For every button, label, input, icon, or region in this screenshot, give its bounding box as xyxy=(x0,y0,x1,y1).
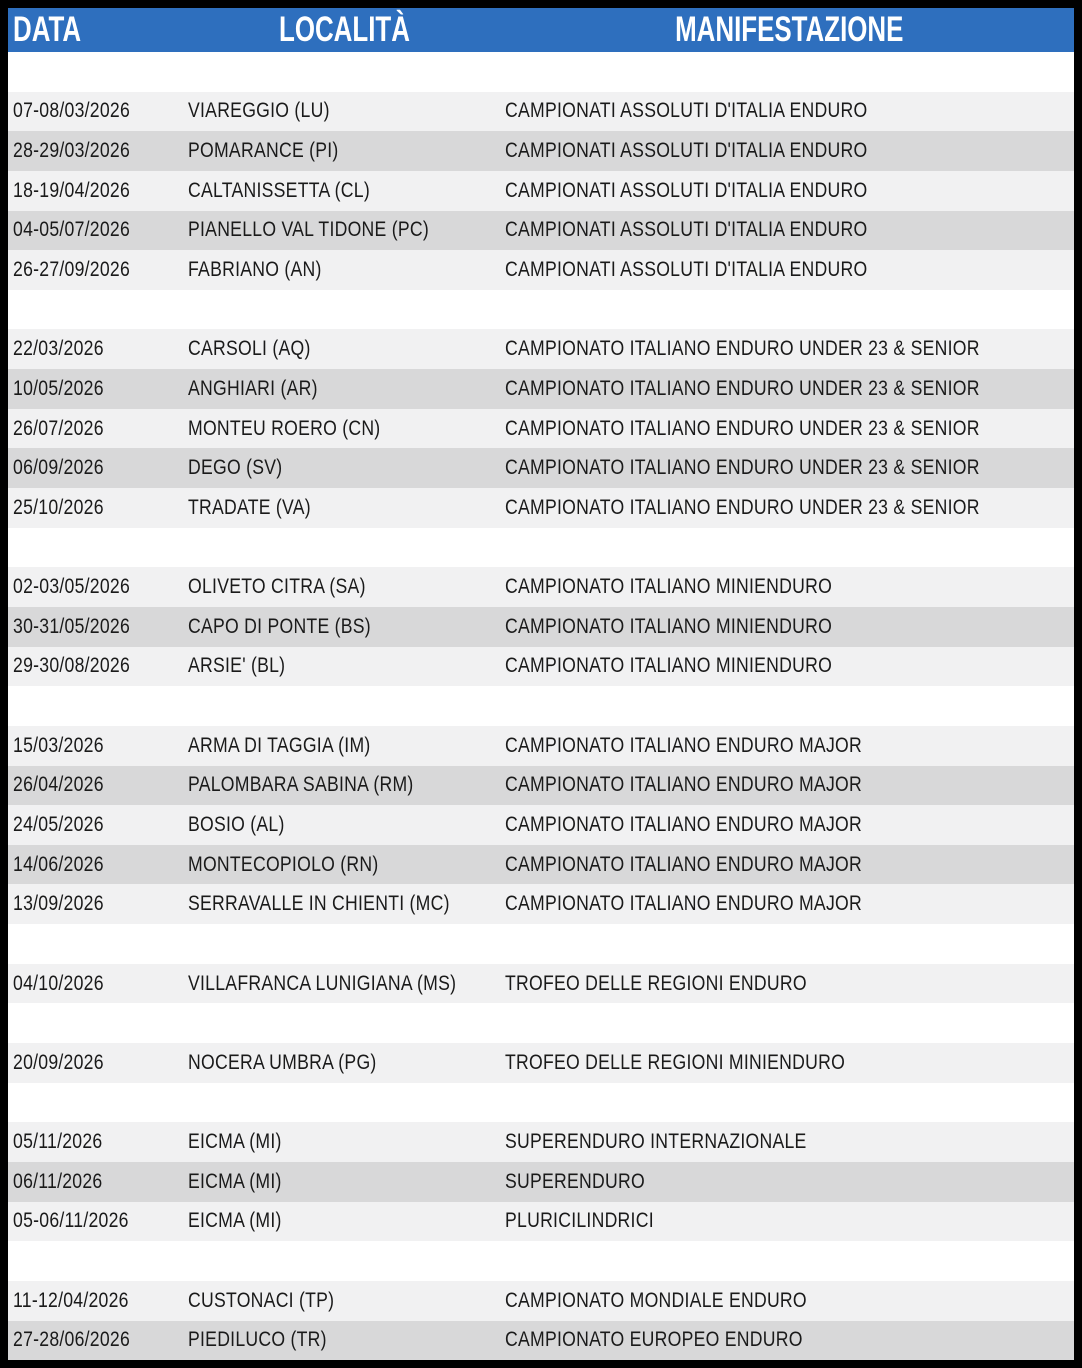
event-cell-text: CAMPIONATO ITALIANO MINIENDURO xyxy=(505,575,833,599)
location-cell-text: EICMA (MI) xyxy=(188,1130,282,1154)
table-row xyxy=(8,1122,1074,1162)
event-cell-text: CAMPIONATO EUROPEO ENDURO xyxy=(505,1328,803,1352)
event-cell xyxy=(500,218,1074,242)
table-row xyxy=(8,845,1074,885)
location-cell-text: SERRAVALLE IN CHIENTI (MC) xyxy=(188,892,450,916)
date-cell xyxy=(8,99,183,123)
date-cell-text: 18-19/04/2026 xyxy=(13,178,131,202)
event-cell xyxy=(500,496,1074,520)
date-cell xyxy=(8,337,183,361)
table-row xyxy=(8,1043,1074,1083)
table-row xyxy=(8,1281,1074,1321)
location-cell xyxy=(183,1209,500,1233)
location-cell xyxy=(183,377,500,401)
date-cell-text: 26/07/2026 xyxy=(13,416,104,440)
location-cell-text: CUSTONACI (TP) xyxy=(188,1288,335,1312)
date-cell xyxy=(8,1209,183,1233)
event-cell xyxy=(500,1170,1074,1194)
event-cell-text: CAMPIONATO ITALIANO ENDURO MAJOR xyxy=(505,773,862,797)
spacer-row xyxy=(8,290,1074,330)
date-cell xyxy=(8,853,183,877)
location-cell xyxy=(183,456,500,480)
event-cell xyxy=(500,179,1074,203)
spacer-row xyxy=(8,1003,1074,1043)
event-cell xyxy=(500,337,1074,361)
event-cell xyxy=(500,417,1074,441)
date-cell xyxy=(8,496,183,520)
location-cell-text: ANGHIARI (AR) xyxy=(188,376,318,400)
date-cell-text: 29-30/08/2026 xyxy=(13,654,131,678)
date-cell xyxy=(8,417,183,441)
table-row xyxy=(8,171,1074,211)
table-header xyxy=(8,8,1074,52)
event-cell-text: CAMPIONATO ITALIANO ENDURO MAJOR xyxy=(505,733,862,757)
table-row xyxy=(8,964,1074,1004)
date-cell xyxy=(8,456,183,480)
event-cell xyxy=(500,734,1074,758)
table-row xyxy=(8,409,1074,449)
location-cell xyxy=(183,813,500,837)
event-cell xyxy=(500,1130,1074,1154)
table-row xyxy=(8,211,1074,251)
location-cell xyxy=(183,773,500,797)
table-row xyxy=(8,884,1074,924)
event-cell-text: CAMPIONATO ITALIANO ENDURO UNDER 23 & SENIOR xyxy=(505,416,980,440)
spacer-row xyxy=(8,1083,1074,1123)
date-cell xyxy=(8,258,183,282)
event-cell xyxy=(500,813,1074,837)
event-cell-text: CAMPIONATO ITALIANO ENDURO UNDER 23 & SENIOR xyxy=(505,495,980,519)
event-cell xyxy=(500,1328,1074,1352)
table-row xyxy=(8,805,1074,845)
location-cell xyxy=(183,496,500,520)
table-row xyxy=(8,1321,1074,1361)
event-cell-text: CAMPIONATI ASSOLUTI D'ITALIA ENDURO xyxy=(505,258,868,282)
location-cell-text: NOCERA UMBRA (PG) xyxy=(188,1050,377,1074)
location-cell xyxy=(183,575,500,599)
event-cell xyxy=(500,1051,1074,1075)
event-cell-text: TROFEO DELLE REGIONI MINIENDURO xyxy=(505,1050,846,1074)
date-cell-text: 04/10/2026 xyxy=(13,971,104,995)
date-cell-text: 25/10/2026 xyxy=(13,495,104,519)
date-cell xyxy=(8,377,183,401)
event-cell xyxy=(500,1289,1074,1313)
table-row xyxy=(8,488,1074,528)
location-cell-text: DEGO (SV) xyxy=(188,456,283,480)
date-cell-text: 26-27/09/2026 xyxy=(13,258,131,282)
date-cell-text: 26/04/2026 xyxy=(13,773,104,797)
event-cell-text: SUPERENDURO INTERNAZIONALE xyxy=(505,1130,807,1154)
header-label-localita: LOCALITÀ xyxy=(278,10,410,49)
location-cell-text: POMARANCE (PI) xyxy=(188,139,339,163)
location-cell xyxy=(183,972,500,996)
location-cell xyxy=(183,218,500,242)
event-cell xyxy=(500,892,1074,916)
event-cell xyxy=(500,575,1074,599)
location-cell-text: BOSIO (AL) xyxy=(188,812,285,836)
event-cell-text: CAMPIONATO ITALIANO ENDURO UNDER 23 & SENIOR xyxy=(505,337,980,361)
location-cell-text: EICMA (MI) xyxy=(188,1209,282,1233)
date-cell xyxy=(8,179,183,203)
table-row xyxy=(8,92,1074,132)
table-row xyxy=(8,448,1074,488)
date-cell xyxy=(8,734,183,758)
header-cell-localita xyxy=(183,10,500,50)
event-cell-text: CAMPIONATO MONDIALE ENDURO xyxy=(505,1288,807,1312)
event-cell-text: CAMPIONATO ITALIANO MINIENDURO xyxy=(505,654,833,678)
date-cell-text: 04-05/07/2026 xyxy=(13,218,131,242)
header-label-data: DATA xyxy=(13,10,82,49)
location-cell-text: VILLAFRANCA LUNIGIANA (MS) xyxy=(188,971,457,995)
date-cell-text: 13/09/2026 xyxy=(13,892,104,916)
location-cell xyxy=(183,734,500,758)
spacer-row xyxy=(8,686,1074,726)
date-cell-text: 10/05/2026 xyxy=(13,376,104,400)
header-label-manifestazione: MANIFESTAZIONE xyxy=(675,10,904,49)
table-row xyxy=(8,766,1074,806)
event-cell-text: SUPERENDURO xyxy=(505,1169,645,1193)
location-cell xyxy=(183,654,500,678)
location-cell-text: MONTECOPIOLO (RN) xyxy=(188,852,379,876)
date-cell xyxy=(8,654,183,678)
date-cell xyxy=(8,1289,183,1313)
location-cell xyxy=(183,337,500,361)
location-cell-text: CALTANISSETTA (CL) xyxy=(188,178,370,202)
event-cell-text: CAMPIONATO ITALIANO ENDURO UNDER 23 & SENIOR xyxy=(505,376,980,400)
date-cell xyxy=(8,139,183,163)
date-cell-text: 27-28/06/2026 xyxy=(13,1328,131,1352)
table-row xyxy=(8,567,1074,607)
spacer-row xyxy=(8,924,1074,964)
header-cell-data xyxy=(8,10,183,50)
table-row xyxy=(8,647,1074,687)
date-cell xyxy=(8,1328,183,1352)
date-cell xyxy=(8,615,183,639)
event-cell xyxy=(500,456,1074,480)
location-cell-text: CARSOLI (AQ) xyxy=(188,337,311,361)
event-cell-text: TROFEO DELLE REGIONI ENDURO xyxy=(505,971,807,995)
location-cell xyxy=(183,1170,500,1194)
date-cell-text: 15/03/2026 xyxy=(13,733,104,757)
event-cell-text: CAMPIONATO ITALIANO ENDURO MAJOR xyxy=(505,892,862,916)
event-cell xyxy=(500,1209,1074,1233)
date-cell-text: 05-06/11/2026 xyxy=(13,1209,129,1233)
date-cell-text: 20/09/2026 xyxy=(13,1050,104,1074)
event-cell-text: CAMPIONATO ITALIANO MINIENDURO xyxy=(505,614,833,638)
event-cell xyxy=(500,99,1074,123)
location-cell xyxy=(183,139,500,163)
table-row xyxy=(8,329,1074,369)
date-cell-text: 06/09/2026 xyxy=(13,456,104,480)
location-cell-text: OLIVETO CITRA (SA) xyxy=(188,575,366,599)
date-cell-text: 24/05/2026 xyxy=(13,812,104,836)
table-row xyxy=(8,369,1074,409)
location-cell-text: ARMA DI TAGGIA (IM) xyxy=(188,733,371,757)
date-cell xyxy=(8,575,183,599)
date-cell-text: 14/06/2026 xyxy=(13,852,104,876)
location-cell xyxy=(183,258,500,282)
location-cell xyxy=(183,179,500,203)
event-cell-text: CAMPIONATO ITALIANO ENDURO MAJOR xyxy=(505,812,862,836)
event-cell-text: CAMPIONATO ITALIANO ENDURO MAJOR xyxy=(505,852,862,876)
location-cell-text: CAPO DI PONTE (BS) xyxy=(188,614,371,638)
location-cell xyxy=(183,615,500,639)
date-cell-text: 28-29/03/2026 xyxy=(13,139,131,163)
date-cell xyxy=(8,1130,183,1154)
location-cell xyxy=(183,99,500,123)
location-cell xyxy=(183,417,500,441)
date-cell-text: 22/03/2026 xyxy=(13,337,104,361)
event-cell xyxy=(500,615,1074,639)
event-cell-text: PLURICILINDRICI xyxy=(505,1209,654,1233)
location-cell xyxy=(183,1051,500,1075)
table-body xyxy=(8,52,1074,1360)
event-cell xyxy=(500,773,1074,797)
date-cell xyxy=(8,972,183,996)
header-cell-manifestazione xyxy=(500,10,1074,50)
event-cell xyxy=(500,258,1074,282)
event-cell xyxy=(500,972,1074,996)
date-cell-text: 02-03/05/2026 xyxy=(13,575,131,599)
date-cell-text: 06/11/2026 xyxy=(13,1169,103,1193)
date-cell-text: 30-31/05/2026 xyxy=(13,614,131,638)
date-cell xyxy=(8,1051,183,1075)
location-cell-text: PIEDILUCO (TR) xyxy=(188,1328,327,1352)
event-cell xyxy=(500,853,1074,877)
event-cell-text: CAMPIONATI ASSOLUTI D'ITALIA ENDURO xyxy=(505,99,868,123)
location-cell-text: PIANELLO VAL TIDONE (PC) xyxy=(188,218,429,242)
location-cell-text: FABRIANO (AN) xyxy=(188,258,322,282)
location-cell xyxy=(183,1130,500,1154)
spacer-row xyxy=(8,528,1074,568)
date-cell xyxy=(8,1170,183,1194)
spacer-row xyxy=(8,1241,1074,1281)
date-cell-text: 07-08/03/2026 xyxy=(13,99,131,123)
event-cell xyxy=(500,377,1074,401)
location-cell-text: PALOMBARA SABINA (RM) xyxy=(188,773,414,797)
table-row xyxy=(8,1162,1074,1202)
event-cell-text: CAMPIONATI ASSOLUTI D'ITALIA ENDURO xyxy=(505,218,868,242)
location-cell-text: ARSIE' (BL) xyxy=(188,654,286,678)
event-cell-text: CAMPIONATI ASSOLUTI D'ITALIA ENDURO xyxy=(505,178,868,202)
date-cell-text: 05/11/2026 xyxy=(13,1130,103,1154)
event-cell-text: CAMPIONATI ASSOLUTI D'ITALIA ENDURO xyxy=(505,139,868,163)
location-cell xyxy=(183,853,500,877)
location-cell xyxy=(183,1289,500,1313)
location-cell xyxy=(183,892,500,916)
date-cell-text: 11-12/04/2026 xyxy=(13,1288,129,1312)
table-row xyxy=(8,250,1074,290)
spacer-row xyxy=(8,52,1074,92)
table-row xyxy=(8,607,1074,647)
date-cell xyxy=(8,892,183,916)
date-cell xyxy=(8,773,183,797)
location-cell xyxy=(183,1328,500,1352)
event-cell-text: CAMPIONATO ITALIANO ENDURO UNDER 23 & SENIOR xyxy=(505,456,980,480)
location-cell-text: MONTEU ROERO (CN) xyxy=(188,416,381,440)
location-cell-text: VIAREGGIO (LU) xyxy=(188,99,330,123)
table-row xyxy=(8,131,1074,171)
date-cell xyxy=(8,218,183,242)
table-row xyxy=(8,726,1074,766)
table-row xyxy=(8,1202,1074,1242)
date-cell xyxy=(8,813,183,837)
location-cell-text: TRADATE (VA) xyxy=(188,495,311,519)
event-cell xyxy=(500,139,1074,163)
location-cell-text: EICMA (MI) xyxy=(188,1169,282,1193)
event-cell xyxy=(500,654,1074,678)
